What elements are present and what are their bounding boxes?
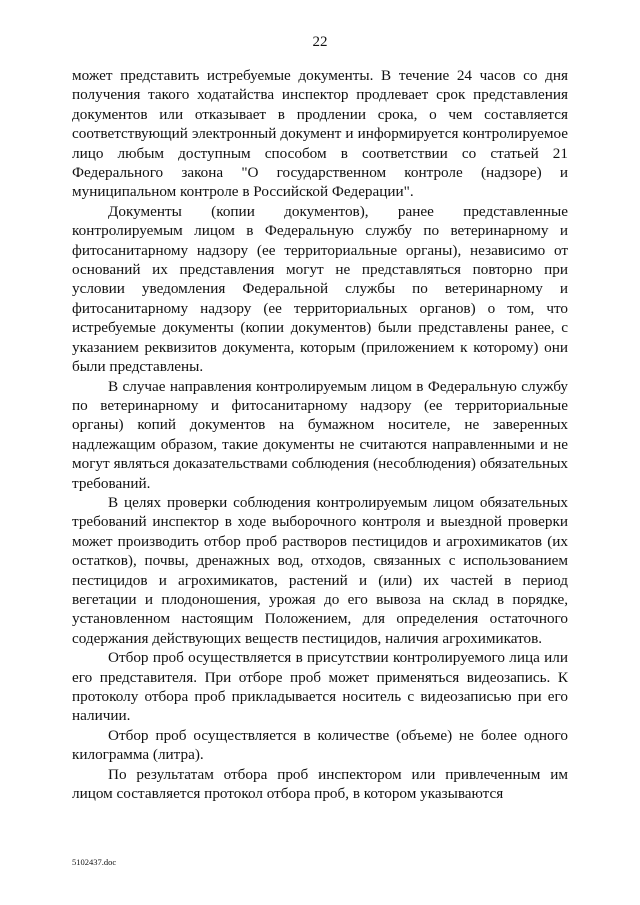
paragraph: Отбор проб осуществляется в количестве (объеме) не более одного килограмма (литра). — [72, 726, 568, 764]
paragraph-continuation: может представить истребуемые документы. В течение 24 часов со дня получения такого ходатайства инспектор продлевает срок представления документов или отказывает в продлении срока, о чем составляется соответствующий электронный документ и информируется контролируемое лицо любым доступным способом в соответствии со статьей 21 Федерального закона "О государственном контроле (надзоре) и муниципальном контроле в Российской Федерации". — [72, 67, 568, 201]
paragraph: Отбор проб осуществляется в присутствии контролируемого лица или его представителя. При отборе проб может применяться видеозапись. К протоколу отбора проб прикладывается носитель с видеозаписью при его наличии. — [72, 649, 568, 725]
paragraph: В случае направления контролируемым лицом в Федеральную службу по ветеринарному и фитосанитарному надзору (ее территориальные органы) копий документов на бумажном носителе, не заверенных надлежащим образом, такие документы не считаются направленными и не могут являться доказательствами соблюдения (несоблюдения) обязательных требований. — [72, 377, 568, 492]
document-file-code: 5102437.doc — [72, 857, 117, 867]
paragraph: Документы (копии документов), ранее представленные контролируемым лицом в Федеральную службу по ветеринарному и фитосанитарному надзору (ее территориальные органы), независимо от оснований их представления могут не представляться повторно при условии уведомления Федеральной службы по ветеринарному и фитосанитарному надзору (ее территориальных органов) о том, что истребуемые документы (копии документов) были представлены ранее, с указанием реквизитов документа, которым (приложением к которому) они были представлены. — [72, 202, 568, 376]
document-body — [72, 66, 568, 803]
page-number: 22 — [312, 34, 328, 50]
paragraph: По результатам отбора проб инспектором или привлеченным им лицом составляется протокол отбора проб, в котором указываются — [72, 765, 568, 803]
paragraph: В целях проверки соблюдения контролируемым лицом обязательных требований инспектор в ходе выборочного контроля и выездной проверки может производить отбор проб растворов пестицидов и агрохимикатов (их остатков), почвы, дренажных вод, отходов, связанных с использованием пестицидов и агрохимикатов, растений и (или) их частей в период вегетации и плодоношения, урожая до его вывоза на склад в порядке, установленном настоящим Положением, для определения остаточного содержания действующих веществ пестицидов, наличия агрохимикатов. — [72, 493, 568, 647]
